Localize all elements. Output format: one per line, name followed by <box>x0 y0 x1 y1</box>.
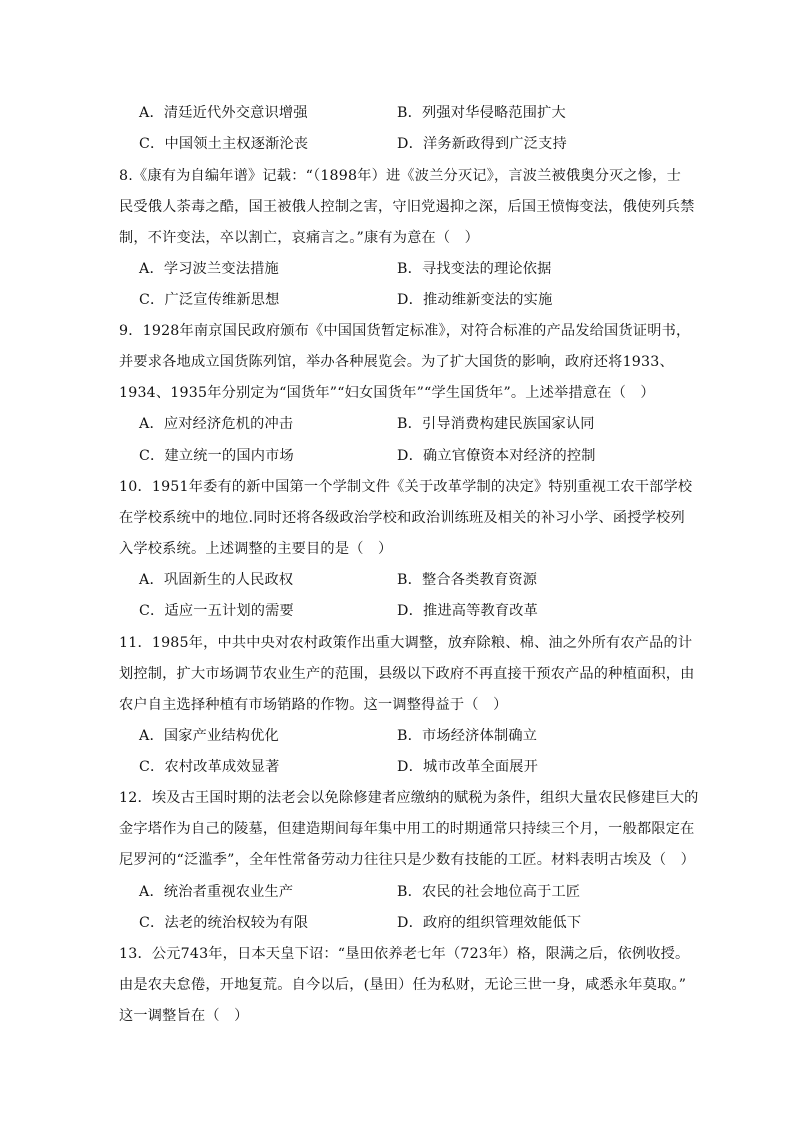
q10-option-d: D．推进高等教育改革 <box>397 603 539 619</box>
q9-stem-line-2: 并要求各地成立国货陈列馆，举办各种展览会。为了扩大国货的影响，政府还将1933、 <box>119 354 674 370</box>
q8-option-d: D．推动维新变法的实施 <box>397 292 553 308</box>
q9-option-b: B．引导消费构建民族国家认同 <box>397 416 595 432</box>
q11-option-a: A．国家产业结构优化 <box>139 728 279 744</box>
q11-option-b: B．市场经济体制确立 <box>397 728 538 744</box>
q9-stem-line-1: 9．1928年南京国民政府颁布《中国国货暂定标准》，对符合标准的产品发给国货证明书， <box>119 323 691 339</box>
q11-stem-line-3: 农户自主选择种植有市场销路的作物。这一调整得益于（ ） <box>119 697 508 713</box>
q7-option-b: B．列强对华侵略范围扩大 <box>397 105 566 121</box>
q13-stem-line-2: 由是农夫怠倦，开地复荒。自今以后，(垦田）任为私财，无论三世一身，咸悉永年莫取。” <box>119 977 687 993</box>
q10-stem-line-2: 在学校系统中的地位.同时还将各级政治学校和政治训练班及相关的补习小学、函授学校列 <box>119 510 685 526</box>
q10-option-b: B．整合各类教育资源 <box>397 572 538 588</box>
q11-stem-line-2: 划控制，扩大市场调节农业生产的范围，县级以下政府不再直接干预农产品的种植面积，由 <box>119 666 695 682</box>
q13-stem-line-1: 13．公元743年，日本天皇下诏：“垦田依养老七年（723年）格，限满之后，依例收授。 <box>119 946 690 962</box>
q12-stem-line-1: 12．埃及古王国时期的法老会以免除修建者应缴纳的赋税为条件，组织大量农民修建巨大的 <box>119 790 699 806</box>
q9-option-d: D．确立官僚资本对经济的控制 <box>397 448 596 464</box>
q11-option-d: D．城市改革全面展开 <box>397 759 539 775</box>
q9-stem-line-3: 1934、1935年分别定为“国货年”“妇女国货年”“学生国货年”。上述举措意在（ ） <box>119 385 655 401</box>
q8-option-c: C．广泛宣传维新思想 <box>139 292 280 308</box>
q11-option-c: C．农村改革成效显著 <box>139 759 280 775</box>
q12-option-b: B．农民的社会地位高于工匠 <box>397 884 581 900</box>
q7-option-c: C．中国领土主权逐渐沦丧 <box>139 136 309 152</box>
q10-stem-line-3: 入学校系统。上述调整的主要目的是（ ） <box>119 541 393 557</box>
q7-option-d: D．洋务新政得到广泛支持 <box>397 136 567 152</box>
q8-stem-line-1: 8.《康有为自编年谱》记载：“（1898年）进《波兰分灭记》，言波兰被俄奥分灭之惨，士 <box>119 168 682 184</box>
q9-option-c: C．建立统一的国内市场 <box>139 448 294 464</box>
q8-option-a: A．学习波兰变法措施 <box>139 261 279 277</box>
q12-option-d: D．政府的组织管理效能低下 <box>397 915 582 931</box>
q13-stem-line-3: 这一调整旨在（ ） <box>119 1008 249 1024</box>
q12-option-c: C．法老的统治权较为有限 <box>139 915 309 931</box>
q9-option-a: A．应对经济危机的冲击 <box>139 416 294 432</box>
q7-option-a: A．清廷近代外交意识增强 <box>139 105 308 121</box>
q12-option-a: A．统治者重视农业生产 <box>139 884 294 900</box>
q12-stem-line-2: 金字塔作为自己的陵墓，但建造期间每年集中用工的时期通常只持续三个月，一般都限定在 <box>119 821 695 837</box>
q10-option-c: C．适应一五计划的需要 <box>139 603 294 619</box>
q12-stem-line-3: 尼罗河的“泛滥季”，全年性常备劳动力往往只是少数有技能的工匠。材料表明古埃及（ ） <box>119 852 696 868</box>
q11-stem-line-1: 11．1985年，中共中央对农村政策作出重大调整，放弃除粮、棉、油之外所有农产品的计 <box>119 635 693 651</box>
q10-stem-line-1: 10．1951年委有的新中国第一个学制文件《关于改革学制的决定》特别重视工农干部学校 <box>119 479 693 495</box>
q8-stem-line-3: 制，不许变法，卒以割亡，哀痛言之。”康有为意在（ ） <box>119 230 480 246</box>
q8-stem-line-2: 民受俄人荼毒之酷，国王被俄人控制之害，守旧党遏抑之深，后国王愤悔变法，俄使列兵禁 <box>119 199 695 215</box>
q8-option-b: B．寻找变法的理论依据 <box>397 261 552 277</box>
q10-option-a: A．巩固新生的人民政权 <box>139 572 294 588</box>
